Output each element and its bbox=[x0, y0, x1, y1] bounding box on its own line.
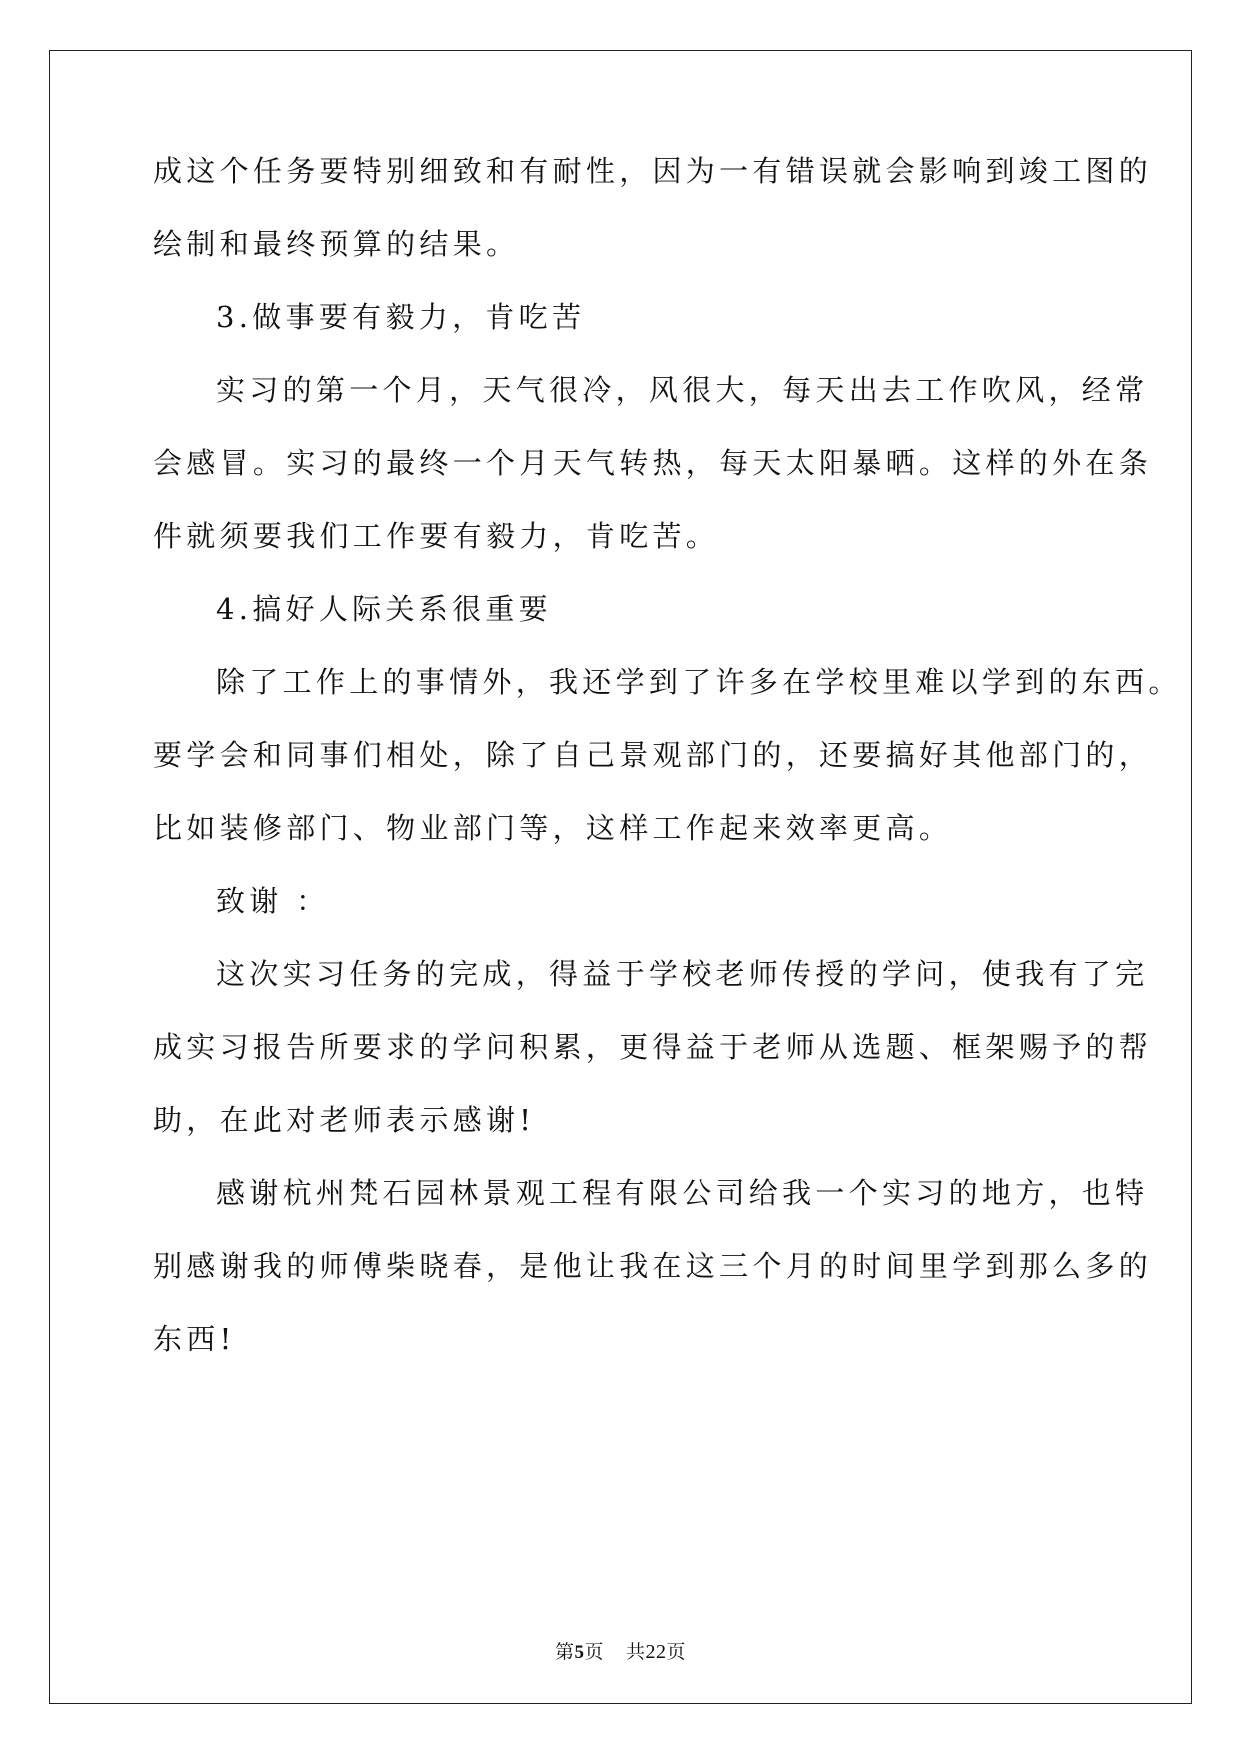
footer-total-prefix: 共 bbox=[626, 1641, 646, 1663]
text-line: 绘制和最终预算的结果。 bbox=[153, 227, 520, 261]
text-line: 件就须要我们工作要有毅力，肯吃苦。 bbox=[153, 519, 720, 553]
text-line: 比如装修部门、物业部门等，这样工作起来效率更高。 bbox=[153, 811, 953, 845]
text-line: 会感冒。实习的最终一个月天气转热，每天太阳暴晒。这样的外在条 bbox=[153, 446, 1153, 480]
text-line: 要学会和同事们相处，除了自己景观部门的，还要搞好其他部门的， bbox=[153, 738, 1153, 772]
text-line: 除了工作上的事情外，我还学到了许多在学校里难以学到的东西。 bbox=[216, 665, 1182, 699]
footer-total-suffix: 页 bbox=[666, 1641, 687, 1663]
page-number: 5 bbox=[574, 1642, 585, 1663]
text-line: 实习的第一个月，天气很冷，风很大，每天出去工作吹风，经常 bbox=[216, 373, 1149, 407]
section-heading: 4.搞好人际关系很重要 bbox=[216, 592, 552, 626]
section-heading: 致谢 ： bbox=[216, 884, 330, 918]
footer-prefix: 第 bbox=[554, 1641, 575, 1663]
total-pages: 22 bbox=[645, 1641, 667, 1663]
text-line: 感谢杭州梵石园林景观工程有限公司给我一个实习的地方，也特 bbox=[216, 1176, 1149, 1210]
text-line: 成这个任务要特别细致和有耐性，因为一有错误就会影响到竣工图的 bbox=[153, 154, 1153, 188]
footer-page-suffix: 页 bbox=[584, 1641, 604, 1663]
text-line: 别感谢我的师傅柴晓春，是他让我在这三个月的时间里学到那么多的 bbox=[153, 1249, 1153, 1283]
text-line: 这次实习任务的完成，得益于学校老师传授的学问，使我有了完 bbox=[216, 957, 1149, 991]
section-heading: 3.做事要有毅力，肯吃苦 bbox=[216, 300, 586, 334]
text-line: 东西! bbox=[153, 1322, 236, 1356]
text-line: 助，在此对老师表示感谢! bbox=[153, 1103, 536, 1137]
text-line: 成实习报告所要求的学问积累，更得益于老师从选题、框架赐予的帮 bbox=[153, 1030, 1153, 1064]
page-footer bbox=[0, 1637, 1241, 1664]
